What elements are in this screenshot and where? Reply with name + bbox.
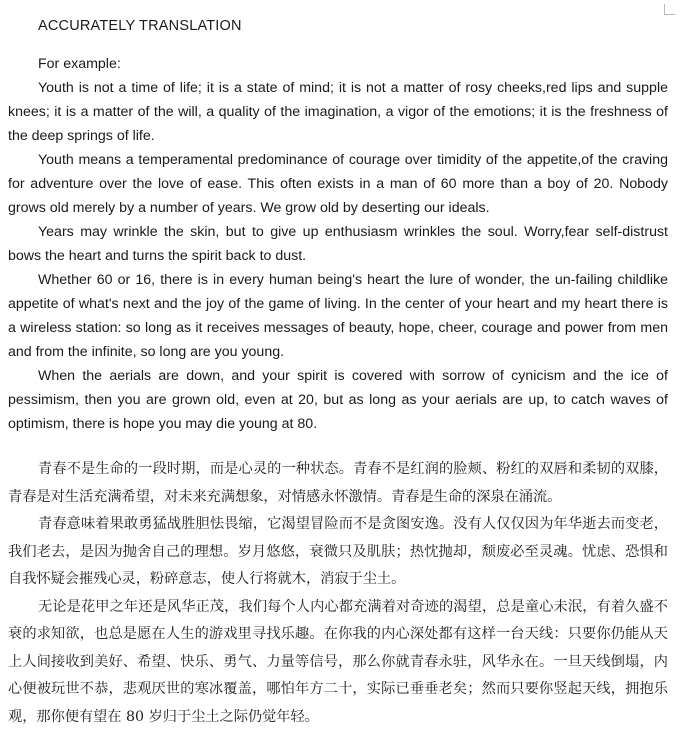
chinese-paragraph-3: 无论是花甲之年还是风华正茂，我们每个人内心都充满着对奇迹的渴望，总是童心未泯，有着久盛不衰的求知欲，也总是愿在人生的游戏里寻找乐趣。在你我的内心深处都有这样一台天线：只要你仍能从天上人间接收到美好、希望、快乐、勇气、力量等信号，那么你就青春永驻，风华永在。一旦天线倒塌，内心便被玩世不恭，悲观厌世的寒冰覆盖，哪怕年方二十，实际已垂垂老矣；然而只要你竖起天线，拥抱乐观，那你便有望在 80 岁归于尘土之际仍觉年轻。 xyxy=(8,598,668,725)
chinese-paragraph-1: 青春不是生命的一段时期，而是心灵的一种状态。青春不是红润的脸颊、粉红的双唇和柔韧的双膝，青春是对生活充满希望，对未来充满想象，对情感永怀激情。青春是生命的深泉在涌流。 xyxy=(8,461,668,505)
english-paragraph-4: Whether 60 or 16, there is in every human being's heart the lure of wonder, the un-failing childlike appetite of what's next and the joy of the game of living. In the center of your heart and my heart there is a wireless station: so long as it receives messages of beauty, hope, cheer, courage and power from men and from the infinite, so long are you young. xyxy=(8,272,668,360)
english-paragraph-2: Youth means a temperamental predominance of courage over timidity of the appetite,of the craving for adventure over the love of ease. This often exists in a man of 60 more than a boy of 20. Nobody grows old merely by a number of years. We grow old by deserting our ideals. xyxy=(8,152,668,216)
english-paragraph-1: Youth is not a time of life; it is a state of mind; it is not a matter of rosy cheeks,red lips and supple knees; it is a matter of the will, a quality of the imagination, a vigor of the emotions; it is the freshness of the deep springs of life. xyxy=(8,80,668,144)
english-paragraph-5: When the aerials are down, and your spirit is covered with sorrow of cynicism and the ice of pessimism, then you are grown old, even at 20, but as long as your aerials are up, to catch waves of optimism, there is hope you may die young at 80. xyxy=(8,368,668,432)
example-intro: For example: xyxy=(38,56,121,72)
chinese-paragraph-2: 青春意味着果敢勇猛战胜胆怯畏缩，它渴望冒险而不是贪图安逸。没有人仅仅因为年华逝去而变老，我们老去，是因为抛舍自己的理想。岁月悠悠，衰微只及肌肤；热忱抛却，颓废必至灵魂。忧虑、恐惧和自我怀疑会摧残心灵，粉碎意志，使人行将就木，消寂于尘土。 xyxy=(8,516,668,587)
page-corner-mark xyxy=(664,4,675,15)
english-paragraph-3: Years may wrinkle the skin, but to give up enthusiasm wrinkles the soul. Worry,fear self-distrust bows the heart and turns the spirit back to dust. xyxy=(8,224,668,264)
document-heading: ACCURATELY TRANSLATION xyxy=(38,18,242,34)
english-text-block xyxy=(8,52,668,436)
chinese-text-block xyxy=(8,456,668,731)
